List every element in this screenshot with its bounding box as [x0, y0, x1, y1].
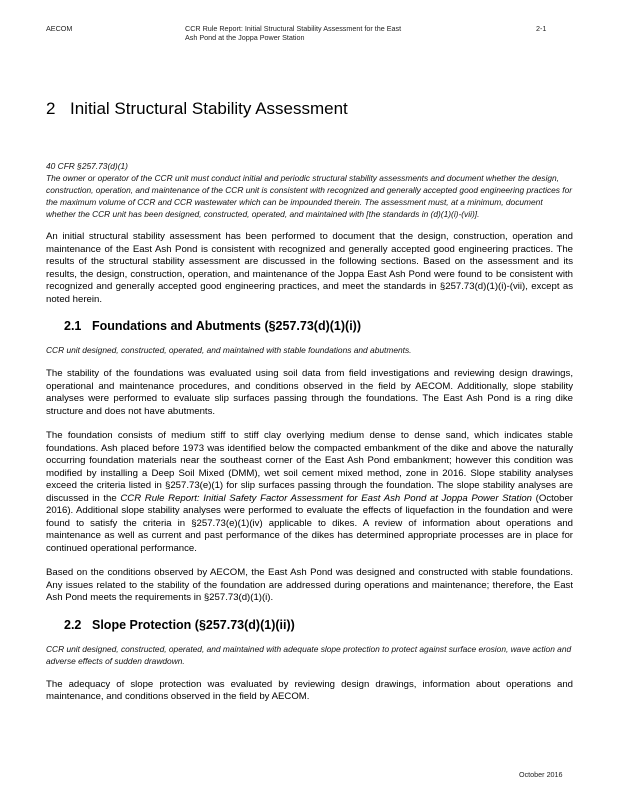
subsection-number: 2.1	[64, 319, 82, 333]
subsection-requirement: CCR unit designed, constructed, operated, and maintained with stable foundations and abutments.	[46, 345, 412, 355]
subsection-heading-foundations	[64, 318, 573, 334]
body-paragraph: The stability of the foundations was evaluated using soil data from field investigations and reviewing design drawings, operational and maintenance procedures, and conditions observed in the field by AECOM. Additionally, slope stability analyses were performed to evaluate slip surfaces passing through the foundations. The East Ash Pond is a ring dike structure and does not have abutments.	[46, 368, 573, 417]
paragraph-text: The foundation consists of medium stiff to stiff clay overlying medium dense to dense sand, which indicates stable foundations. Ash placed before 1973 was identified below the compacted embankment of the dike and above the naturally occurring foundation materials near the southeast corner of the East Ash Pond embankment; however this condition was modified by installing a Deep Soil Mixed (DMM), wet soil cement mixed method, zone in 2016. Slope stability analyses exceed the criteria listed in §257.73(e)(1) for slip surfaces passing through the foundation. The slope stability analyses are discussed in the	[46, 430, 573, 504]
body-paragraph: The adequacy of slope protection was evaluated by reviewing design drawings, information about operations and maintenance, and conditions observed in the field by AECOM.	[46, 678, 573, 702]
body-paragraph	[46, 430, 573, 555]
header-page-number: 2-1	[536, 24, 547, 33]
section-heading	[46, 98, 573, 120]
regulation-text: The owner or operator of the CCR unit must conduct initial and periodic structural stability assessments and document whether the design, construction, operation, and maintenance of the CCR unit is consistent with recognized and generally accepted good engineering practices for the maximum volume of CCR and CCR wastewater which can be impounded therein. The assessment must, at a minimum, document whether the CCR unit has been designed, constructed, operated, and maintained with [the standards in (d)(1)(i)-(vii)].	[46, 173, 573, 219]
subsection-heading-slope-protection	[64, 617, 573, 633]
subsection-title: Slope Protection (§257.73(d)(1)(ii))	[92, 617, 295, 632]
section-number: 2	[46, 99, 56, 118]
section-title: Initial Structural Stability Assessment	[70, 99, 348, 118]
regulation-quote	[46, 160, 573, 220]
footer-date: October 2016	[519, 770, 563, 779]
document-body	[46, 98, 573, 716]
intro-paragraph: An initial structural stability assessment has been performed to document that the design, construction, operation and maintenance of the East Ash Pond is consistent with recognized and generally accepted good engineering practices. The results of the structural stability assessment are discussed in the following sections. Based on the assessment and its results, the design, construction, operation, and maintenance of the Joppa East Ash Pond were found to be consistent with recognized and generally accepted good engineering practices, and meet the standards in §257.73(d)(1)(i)-(vii), except as noted herein.	[46, 231, 573, 305]
header-company: AECOM	[46, 24, 73, 33]
header-title-line1: CCR Rule Report: Initial Structural Stability Assessment for the East	[185, 24, 402, 33]
body-paragraph: Based on the conditions observed by AECOM, the East Ash Pond was designed and constructed with stable foundations. Any issues related to the stability of the foundation are addressed during operations and maintenance; therefore, the East Ash Pond meets the requirements in §257.73(d)(1)(i).	[46, 567, 573, 603]
header-title-line2: Ash Pond at the Joppa Power Station	[185, 33, 305, 42]
paragraph-text: (October 2016). Additional slope stability analyses were performed to evaluate the effects of liquefaction in the foundation and were found to satisfy the criteria in §257.73(e)(1)(iv) applicable to dikes. A review of information about operations and maintenance as well as current and past performance of the dikes has determined appropriate processes are in place for continued operational performance.	[46, 492, 573, 554]
subsection-number: 2.2	[64, 617, 82, 632]
subsection-title: Foundations and Abutments (§257.73(d)(1)(i))	[92, 319, 361, 333]
regulation-citation: 40 CFR §257.73(d)(1)	[46, 161, 128, 171]
header-report-title	[185, 24, 435, 42]
referenced-report-title: CCR Rule Report: Initial Safety Factor Assessment for East Ash Pond at Joppa Power Station	[120, 492, 533, 504]
subsection-requirement: CCR unit designed, constructed, operated, and maintained with adequate slope protection to protect against surface erosion, wave action and adverse effects of sudden drawdown.	[46, 643, 572, 666]
